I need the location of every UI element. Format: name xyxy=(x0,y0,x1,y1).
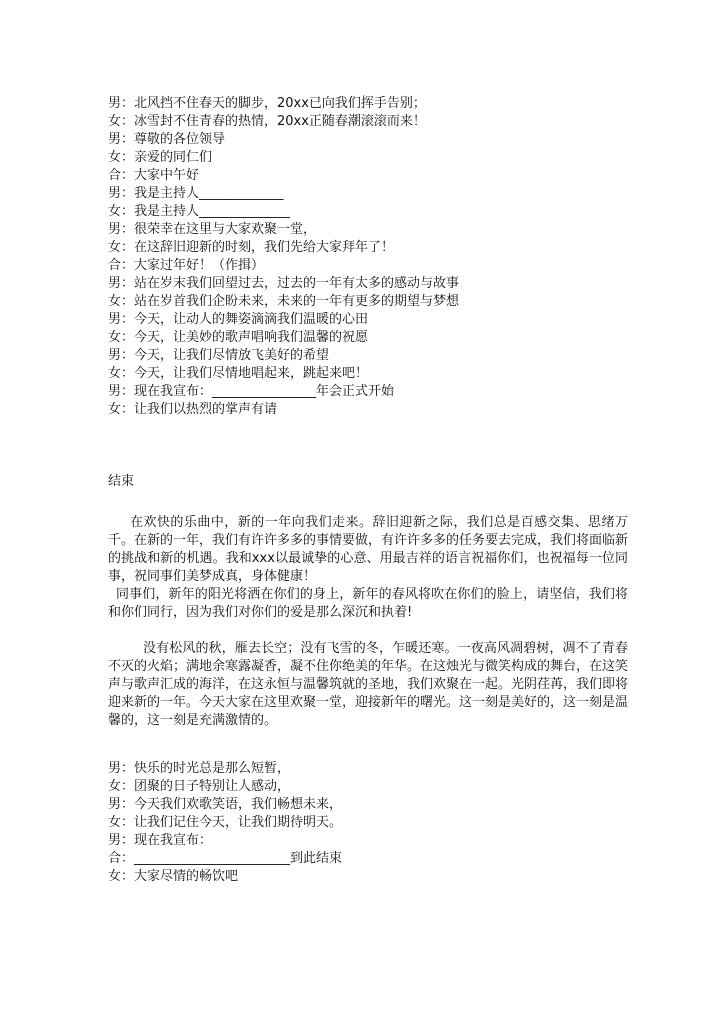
dialogue-line: 男：今天我们欢歌笑语，我们畅想未来， xyxy=(108,797,343,812)
dialogue-line: 男：今天，让动人的舞姿滴滴我们温暖的心田 xyxy=(108,312,369,327)
closing-dialogue xyxy=(108,760,628,886)
section-heading: 结束 xyxy=(108,474,135,489)
dialogue-line: 男：尊敬的各位领导 xyxy=(108,132,226,147)
dialogue-line: 男：今天，让我们尽情放飞美好的希望 xyxy=(108,348,330,363)
dialogue-line: 女：今天，让美妙的歌声唱响我们温馨的祝愿 xyxy=(108,330,369,345)
dialogue-line: 女：让我们记住今天，让我们期待明天。 xyxy=(108,815,343,830)
dialogue-line: 男：现在我宣布：________________年会正式开始 xyxy=(108,384,395,399)
dialogue-line: 合：大家过年好！（作揖） xyxy=(108,258,265,273)
dialogue-line: 男：北风挡不住春天的脚步，20xx已向我们挥手告别； xyxy=(108,96,426,111)
dialogue-line: 男：站在岁末我们回望过去，过去的一年有太多的感动与故事 xyxy=(108,276,460,291)
dialogue-line: 男：现在我宣布： xyxy=(108,833,213,848)
paragraph: 同事们，新年的阳光将洒在你们的身上，新年的春风将吹在你们的脸上，请坚信，我们将和你们同行，因为我们对你们的爱是那么深沉和执着! xyxy=(108,587,628,620)
dialogue-line: 女：站在岁首我们企盼未来，未来的一年有更多的期望与梦想 xyxy=(108,294,460,309)
dialogue-line: 女：今天，让我们尽情地唱起来，跳起来吧！ xyxy=(108,366,369,381)
dialogue-line: 合：大家中午好 xyxy=(108,168,200,183)
paragraph: 没有松风的秋，雁去长空；没有飞雪的冬，乍暖还寒。一夜高风凋碧树，凋不了青春不灭的火焰；满地余寒露凝香，凝不住你绝美的年华。在这烛光与微笑构成的舞台，在这笑声与歌声汇成的海洋，在这永恒与温馨筑就的圣地，我们欢聚在一起。光阴荏苒，我们即将迎来新的一年。今天大家在这里欢聚一堂，迎接新年的曙光。这一刻是美好的，这一刻是温馨的，这一刻是充满激情的。 xyxy=(108,641,629,728)
dialogue-line: 女：大家尽情的畅饮吧 xyxy=(108,869,239,884)
closing-prose xyxy=(108,514,628,730)
dialogue-line: 女：冰雪封不住青春的热情，20xx正随春潮滚滚而来！ xyxy=(108,114,426,129)
paragraph: 在欢快的乐曲中，新的一年向我们走来。辞旧迎新之际，我们总是百感交集、思绪万千。在新的一年，我们有许许多多的事情要做，有许许多多的任务要去完成，我们将面临新的挑战和新的机遇。我和xxx以最诚挚的心意、用最吉祥的语言祝福你们，也祝福每一位同事，祝同事们美梦成真，身体健康！ xyxy=(108,515,629,584)
opening-dialogue xyxy=(108,95,628,419)
dialogue-line: 女：我是主持人______________ xyxy=(108,204,291,219)
dialogue-line: 女：让我们以热烈的掌声有请 xyxy=(108,402,278,417)
dialogue-line: 合：________________________到此结束 xyxy=(108,851,343,866)
dialogue-line: 女：团聚的日子特别让人感动， xyxy=(108,779,291,794)
dialogue-line: 女：亲爱的同仁们 xyxy=(108,150,213,165)
dialogue-line: 男：快乐的时光总是那么短暂， xyxy=(108,761,291,776)
dialogue-line: 男：我是主持人_____________ xyxy=(108,186,284,201)
dialogue-line: 女：在这辞旧迎新的时刻，我们先给大家拜年了！ xyxy=(108,240,395,255)
dialogue-line: 男：很荣幸在这里与大家欢聚一堂， xyxy=(108,222,317,237)
